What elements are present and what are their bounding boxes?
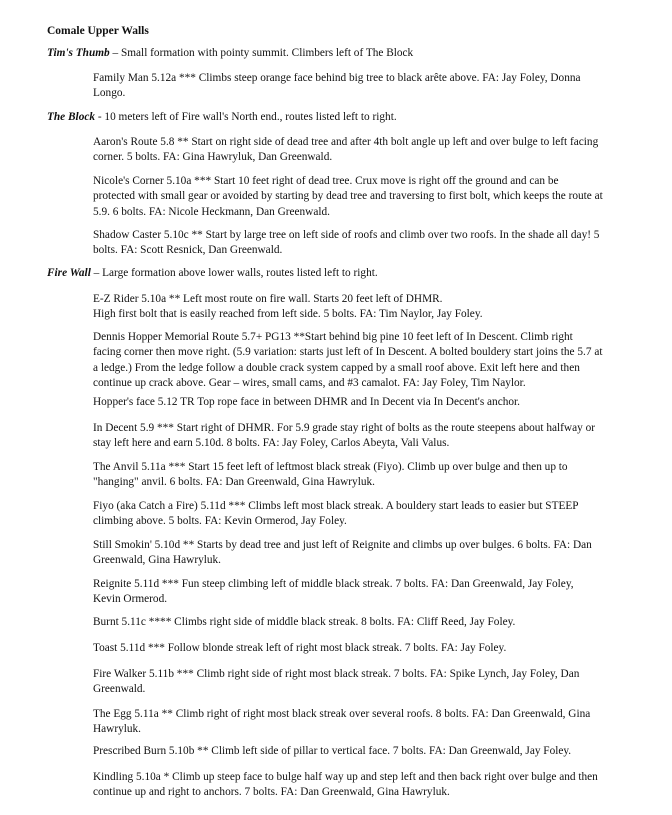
route-entry: Dennis Hopper Memorial Route 5.7+ PG13 **Start behind big pine 10 feet left of In Descent. Climb right facing corner then move right. (5.9 variation: starts just left of In Descent. A bolted bouldery start joins the 5.7 at a ledge.) From the ledge follow a double crack system capped by a small roof above. Exit left here and then continue up crack above. Gear – wires, small cams, and #3 camalot. FA: Jay Foley, Tim Naylor. <box>93 331 603 389</box>
route-entry: Fire Walker 5.11b *** Climb right side of right most black streak. 7 bolts. FA: Spike Lynch, Jay Foley, Dan Greenwald. <box>93 668 580 696</box>
area-name: Fire Wall <box>47 267 91 279</box>
route-entry: Kindling 5.10a * Climb up steep face to bulge half way up and step left and then back right over bulge and then continue up and right to anchors. 7 bolts. FA: Dan Greenwald, Gina Hawryluk. <box>93 771 598 799</box>
area-description: - 10 meters left of Fire wall's North end., routes listed left to right. <box>95 111 397 123</box>
route-entry: In Decent 5.9 *** Start right of DHMR. For 5.9 grade stay right of bolts as the route steepens about halfway or stay left here and earn 5.10d. 8 bolts. FA: Jay Foley, Carlos Abeyta, Vali Valus. <box>93 422 595 450</box>
area-name: The Block <box>47 111 96 123</box>
area-heading-the-block <box>47 110 657 125</box>
route-entry: Nicole's Corner 5.10a *** Start 10 feet right of dead tree. Crux move is right off the ground and can be protected with small gear or avoided by starting by dead tree and traversing to first bolt, which keeps the route at 5.9. 6 bolts. FA: Nicole Heckmann, Dan Greenwald. <box>93 175 603 218</box>
route-entry: E-Z Rider 5.10a ** Left most route on fire wall. Starts 20 feet left of DHMR. High first bolt that is easily reached from left side. 5 bolts. FA: Tim Naylor, Jay Foley. <box>93 293 483 321</box>
route-entry: Family Man 5.12a *** Climbs steep orange face behind big tree to black arête above. FA: Jay Foley, Donna Longo. <box>93 72 581 100</box>
route-entry: Reignite 5.11d *** Fun steep climbing left of middle black streak. 7 bolts. FA: Dan Greenwald, Jay Foley, Kevin Ormerod. <box>93 578 574 606</box>
route-entry: Toast 5.11d *** Follow blonde streak left of right most black streak. 7 bolts. FA: Jay Foley. <box>93 642 507 654</box>
route-entry: Still Smokin' 5.10d ** Starts by dead tree and just left of Reignite and climbs up over bulges. 6 bolts. FA: Dan Greenwald, Gina Hawryluk. <box>93 539 592 567</box>
area-name: Tim's Thumb <box>47 47 110 59</box>
route-entry: Shadow Caster 5.10c ** Start by large tree on left side of roofs and climb over two roofs. In the shade all day! 5 bolts. FA: Scott Resnick, Dan Greenwald. <box>93 229 600 257</box>
area-heading-tims-thumb <box>47 46 657 61</box>
route-entry: Hopper's face 5.12 TR Top rope face in between DHMR and In Decent via In Decent's anchor. <box>93 396 520 408</box>
route-entry: The Anvil 5.11a *** Start 15 feet left of leftmost black streak (Fiyo). Climb up over bulge and then up to "hanging" anvil. 6 bolts. FA: Dan Greenwald, Gina Hawryluk. <box>93 461 568 489</box>
document-title: Comale Upper Walls <box>47 25 149 37</box>
area-description: – Large formation above lower walls, routes listed left to right. <box>90 267 378 279</box>
route-entry: Fiyo (aka Catch a Fire) 5.11d *** Climbs left most black streak. A bouldery start leads to easier but STEEP climbing above. 5 bolts. FA: Kevin Ormerod, Jay Foley. <box>93 500 579 528</box>
route-entry: Prescribed Burn 5.10b ** Climb left side of pillar to vertical face. 7 bolts. FA: Dan Greenwald, Jay Foley. <box>93 745 572 757</box>
area-heading-fire-wall <box>47 266 657 281</box>
route-entry: Burnt 5.11c **** Climbs right side of middle black streak. 8 bolts. FA: Cliff Reed, Jay Foley. <box>93 616 516 628</box>
route-entry: Aaron's Route 5.8 ** Start on right side of dead tree and after 4th bolt angle up left and over bulge to left facing corner. 5 bolts. FA: Gina Hawryluk, Dan Greenwald. <box>93 136 599 164</box>
route-entry: The Egg 5.11a ** Climb right of right most black streak over several roofs. 8 bolts. FA: Dan Greenwald, Gina Hawryluk. <box>93 708 591 736</box>
area-description: – Small formation with pointy summit. Climbers left of The Block <box>109 47 414 59</box>
